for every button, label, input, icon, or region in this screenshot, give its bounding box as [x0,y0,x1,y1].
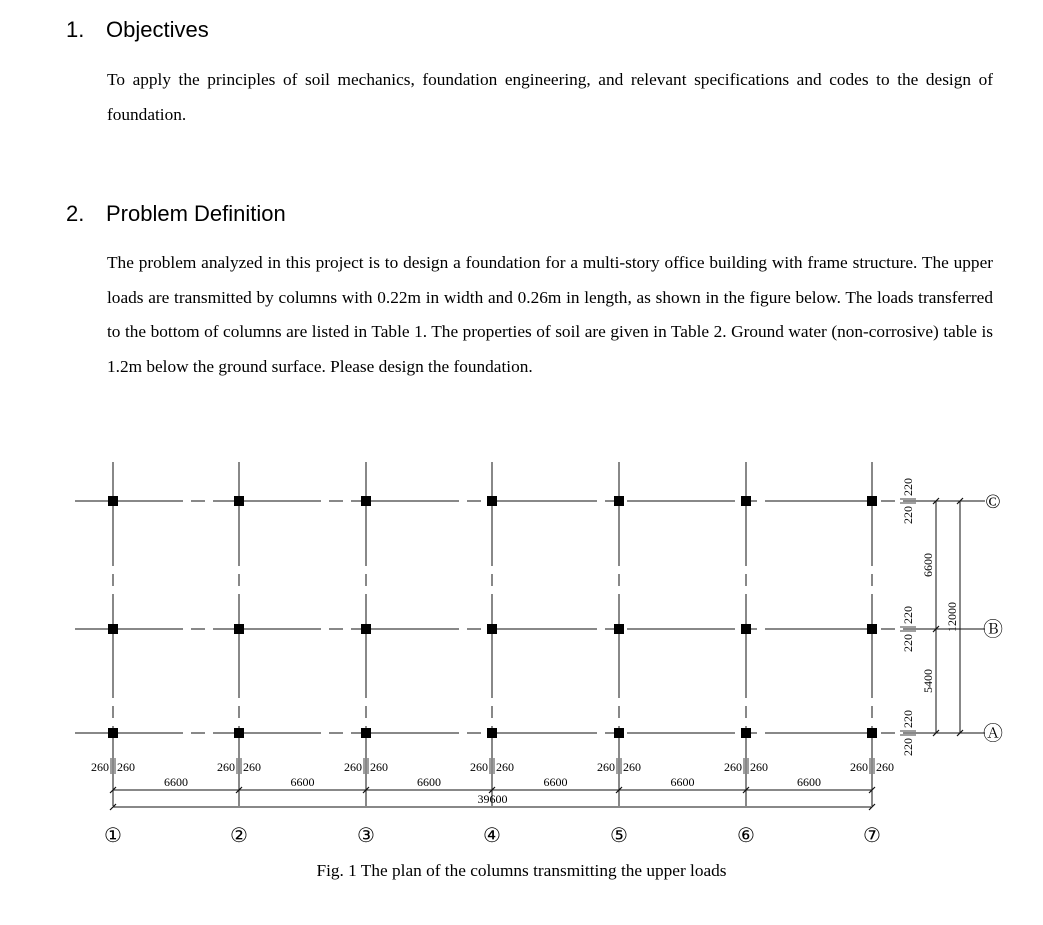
objectives-paragraph: To apply the principles of soil mechanics, foundation engineering, and relevant specifications and codes to the design of foundation. [107,70,993,124]
column-axis-label: ⑥ [737,825,755,847]
row-offset-label: 220 [901,606,915,624]
column-axis-label: ① [104,825,122,847]
column-axis-label: ⑤ [610,825,628,847]
row-axis-label: Ⓑ [983,619,1003,641]
column-square [614,624,624,634]
column-offset-label: 260 [217,760,235,774]
column-offset-label: 260 [597,760,615,774]
column-offset-label: 260 [370,760,388,774]
bay-spacing-label: 6600 [670,775,695,789]
column-square [234,728,244,738]
column-square [614,728,624,738]
column-offset-label: 260 [496,760,514,774]
column-offset-label: 260 [91,760,109,774]
column-square [614,496,624,506]
section-title: Objectives [106,17,209,42]
bay-spacing-label: 6600 [164,775,188,789]
section-number: 2. [66,201,85,226]
total-length-label: 39600 [477,792,508,806]
row-offset-label: 220 [901,634,915,652]
section-title: Problem Definition [106,201,286,226]
column-offset-label: 260 [117,760,135,774]
column-offset-label: 260 [623,760,641,774]
row-axis-label: © [985,491,1001,513]
column-axis-label: ④ [483,825,501,847]
column-offset-label: 260 [243,760,261,774]
column-offset-label: 260 [724,760,742,774]
section-number: 1. [66,17,85,42]
column-square [108,624,118,634]
column-square [361,496,371,506]
section-2-heading [66,201,286,227]
column-axis-label: ② [230,825,248,847]
column-square [487,728,497,738]
column-square [234,624,244,634]
row-offset-label: 220 [901,738,915,756]
column-offset-label: 260 [876,760,894,774]
row-spacing-label: 6600 [921,553,935,577]
column-offset-label: 260 [750,760,768,774]
row-spacing-label: 5400 [921,669,935,693]
total-width-label: 12000 [945,602,959,632]
section-1-heading [66,17,209,43]
row-offset-label: 220 [901,506,915,524]
column-plan-drawing [0,450,1043,860]
column-square [867,496,877,506]
column-square [361,728,371,738]
row-offset-label: 220 [901,710,915,728]
column-square [108,728,118,738]
problem-definition-paragraph: The problem analyzed in this project is to design a foundation for a multi-story office building with frame structure. The upper loads are transmitted by columns with 0.22m in width and 0.26m in length, as shown in the figure below. The loads transferred to the bottom of columns are listed in Table 1. The properties of soil are given in Table 2. Ground water (non-corrosive) table is 1.2m below the ground surface. Please design the foundation. [107,253,993,377]
column-square [108,496,118,506]
column-offset-label: 260 [470,760,488,774]
column-axis-label: ③ [357,825,375,847]
column-axis-label: ⑦ [863,825,881,847]
row-offset-label: 220 [901,478,915,496]
column-square [741,624,751,634]
bay-spacing-label: 6600 [417,775,441,789]
column-offset-label: 260 [344,760,362,774]
column-square [867,624,877,634]
column-square [741,496,751,506]
column-offset-label: 260 [850,760,868,774]
figure-caption: Fig. 1 The plan of the columns transmitting the upper loads [316,861,727,880]
column-square [487,624,497,634]
column-square [361,624,371,634]
bay-spacing-label: 6600 [543,775,568,789]
column-square [234,496,244,506]
row-axis-label: Ⓐ [983,723,1003,745]
column-square [867,728,877,738]
column-square [741,728,751,738]
column-square [487,496,497,506]
bay-spacing-label: 6600 [797,775,821,789]
bay-spacing-label: 6600 [290,775,315,789]
